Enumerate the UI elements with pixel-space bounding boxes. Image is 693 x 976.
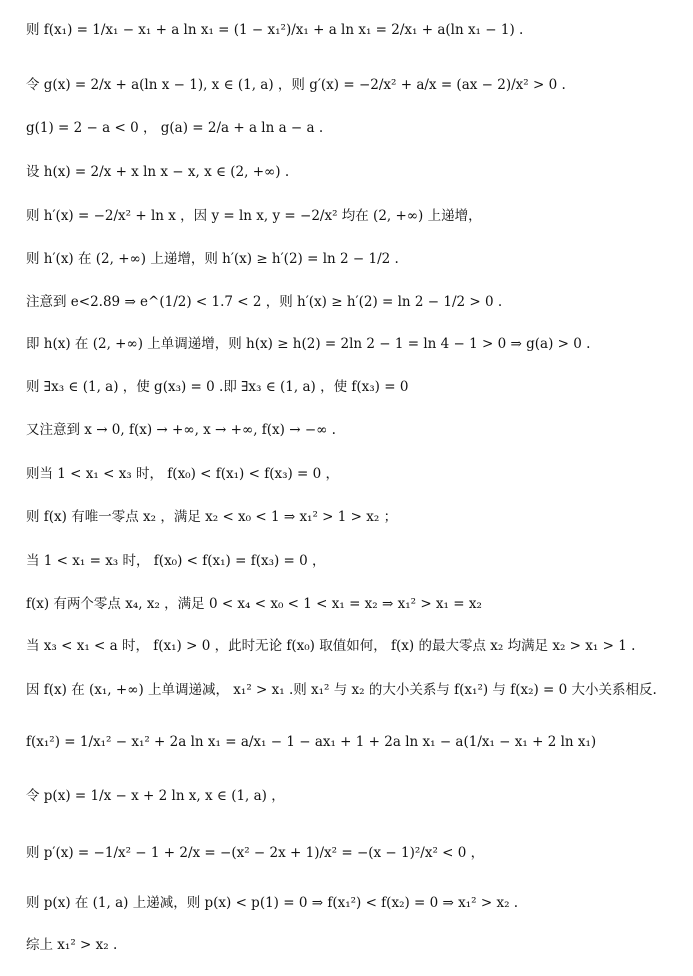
math-line-15: 当 x₃ < x₁ < a 时， f(x₁) > 0 ，此时无论 f(x₀) 取值如何， f(x) 的最大零点 x₂ 均满足 x₂ > x₁ > 1 . [26, 638, 636, 654]
math-line-13: 当 1 < x₁ = x₃ 时， f(x₀) < f(x₁) = f(x₃) = 0 ， [26, 553, 326, 569]
math-line-10: 又注意到 x → 0, f(x) → +∞, x → +∞, f(x) → −∞ . [26, 422, 336, 438]
math-line-11: 则当 1 < x₁ < x₃ 时， f(x₀) < f(x₁) < f(x₃) = 0 ， [26, 466, 340, 482]
math-line-14: f(x) 有两个零点 x₄, x₂ ，满足 0 < x₄ < x₀ < 1 < x₁ = x₂ ⇒ x₁² > x₁ = x₂ [26, 596, 482, 612]
math-line-1: 则 f(x₁) = 1/x₁ − x₁ + a ln x₁ = (1 − x₁²)/x₁ + a ln x₁ = 2/x₁ + a(ln x₁ − 1) . [26, 22, 524, 38]
math-line-18: 令 p(x) = 1/x − x + 2 ln x, x ∈ (1, a) ， [26, 788, 285, 804]
math-line-9: 则 ∃x₃ ∈ (1, a) ，使 g(x₃) = 0 .即 ∃x₃ ∈ (1, a) ，使 f(x₃) = 0 [26, 379, 409, 395]
math-line-21: 综上 x₁² > x₂ . [26, 937, 118, 953]
math-line-20: 则 p(x) 在 (1, a) 上递减，则 p(x) < p(1) = 0 ⇒ f(x₁²) < f(x₂) = 0 ⇒ x₁² > x₂ . [26, 895, 519, 911]
math-line-4: 设 h(x) = 2/x + x ln x − x, x ∈ (2, +∞) . [26, 164, 290, 180]
math-line-12: 则 f(x) 有唯一零点 x₂ ，满足 x₂ < x₀ < 1 ⇒ x₁² > 1 > x₂ ； [26, 509, 398, 525]
math-line-19: 则 p′(x) = −1/x² − 1 + 2/x = −(x² − 2x + 1)/x² = −(x − 1)²/x² < 0 ， [26, 845, 485, 861]
math-line-2: 令 g(x) = 2/x + a(ln x − 1), x ∈ (1, a) ，则 g′(x) = −2/x² + a/x = (ax − 2)/x² > 0 . [26, 77, 566, 93]
math-line-16: 因 f(x) 在 (x₁, +∞) 上单调递减， x₁² > x₁ .则 x₁² 与 x₂ 的大小关系与 f(x₁²) 与 f(x₂) = 0 大小关系相反. [26, 682, 657, 698]
math-line-5: 则 h′(x) = −2/x² + ln x ，因 y = ln x, y = −2/x² 均在 (2, +∞) 上递增， [26, 208, 482, 224]
math-line-6: 则 h′(x) 在 (2, +∞) 上递增，则 h′(x) ≥ h′(2) = ln 2 − 1/2 . [26, 251, 399, 267]
math-line-8: 即 h(x) 在 (2, +∞) 上单调递增，则 h(x) ≥ h(2) = 2ln 2 − 1 = ln 4 − 1 > 0 ⇒ g(a) > 0 . [26, 336, 591, 352]
math-line-3: g(1) = 2 − a < 0 ， g(a) = 2/a + a ln a − a . [26, 120, 324, 136]
math-line-17: f(x₁²) = 1/x₁² − x₁² + 2a ln x₁ = a/x₁ − 1 − ax₁ + 1 + 2a ln x₁ − a(1/x₁ − x₁ + 2 ln x₁) [26, 734, 597, 750]
math-line-7: 注意到 e<2.89 ⇒ e^(1/2) < 1.7 < 2 ，则 h′(x) ≥ h′(2) = ln 2 − 1/2 > 0 . [26, 294, 503, 310]
